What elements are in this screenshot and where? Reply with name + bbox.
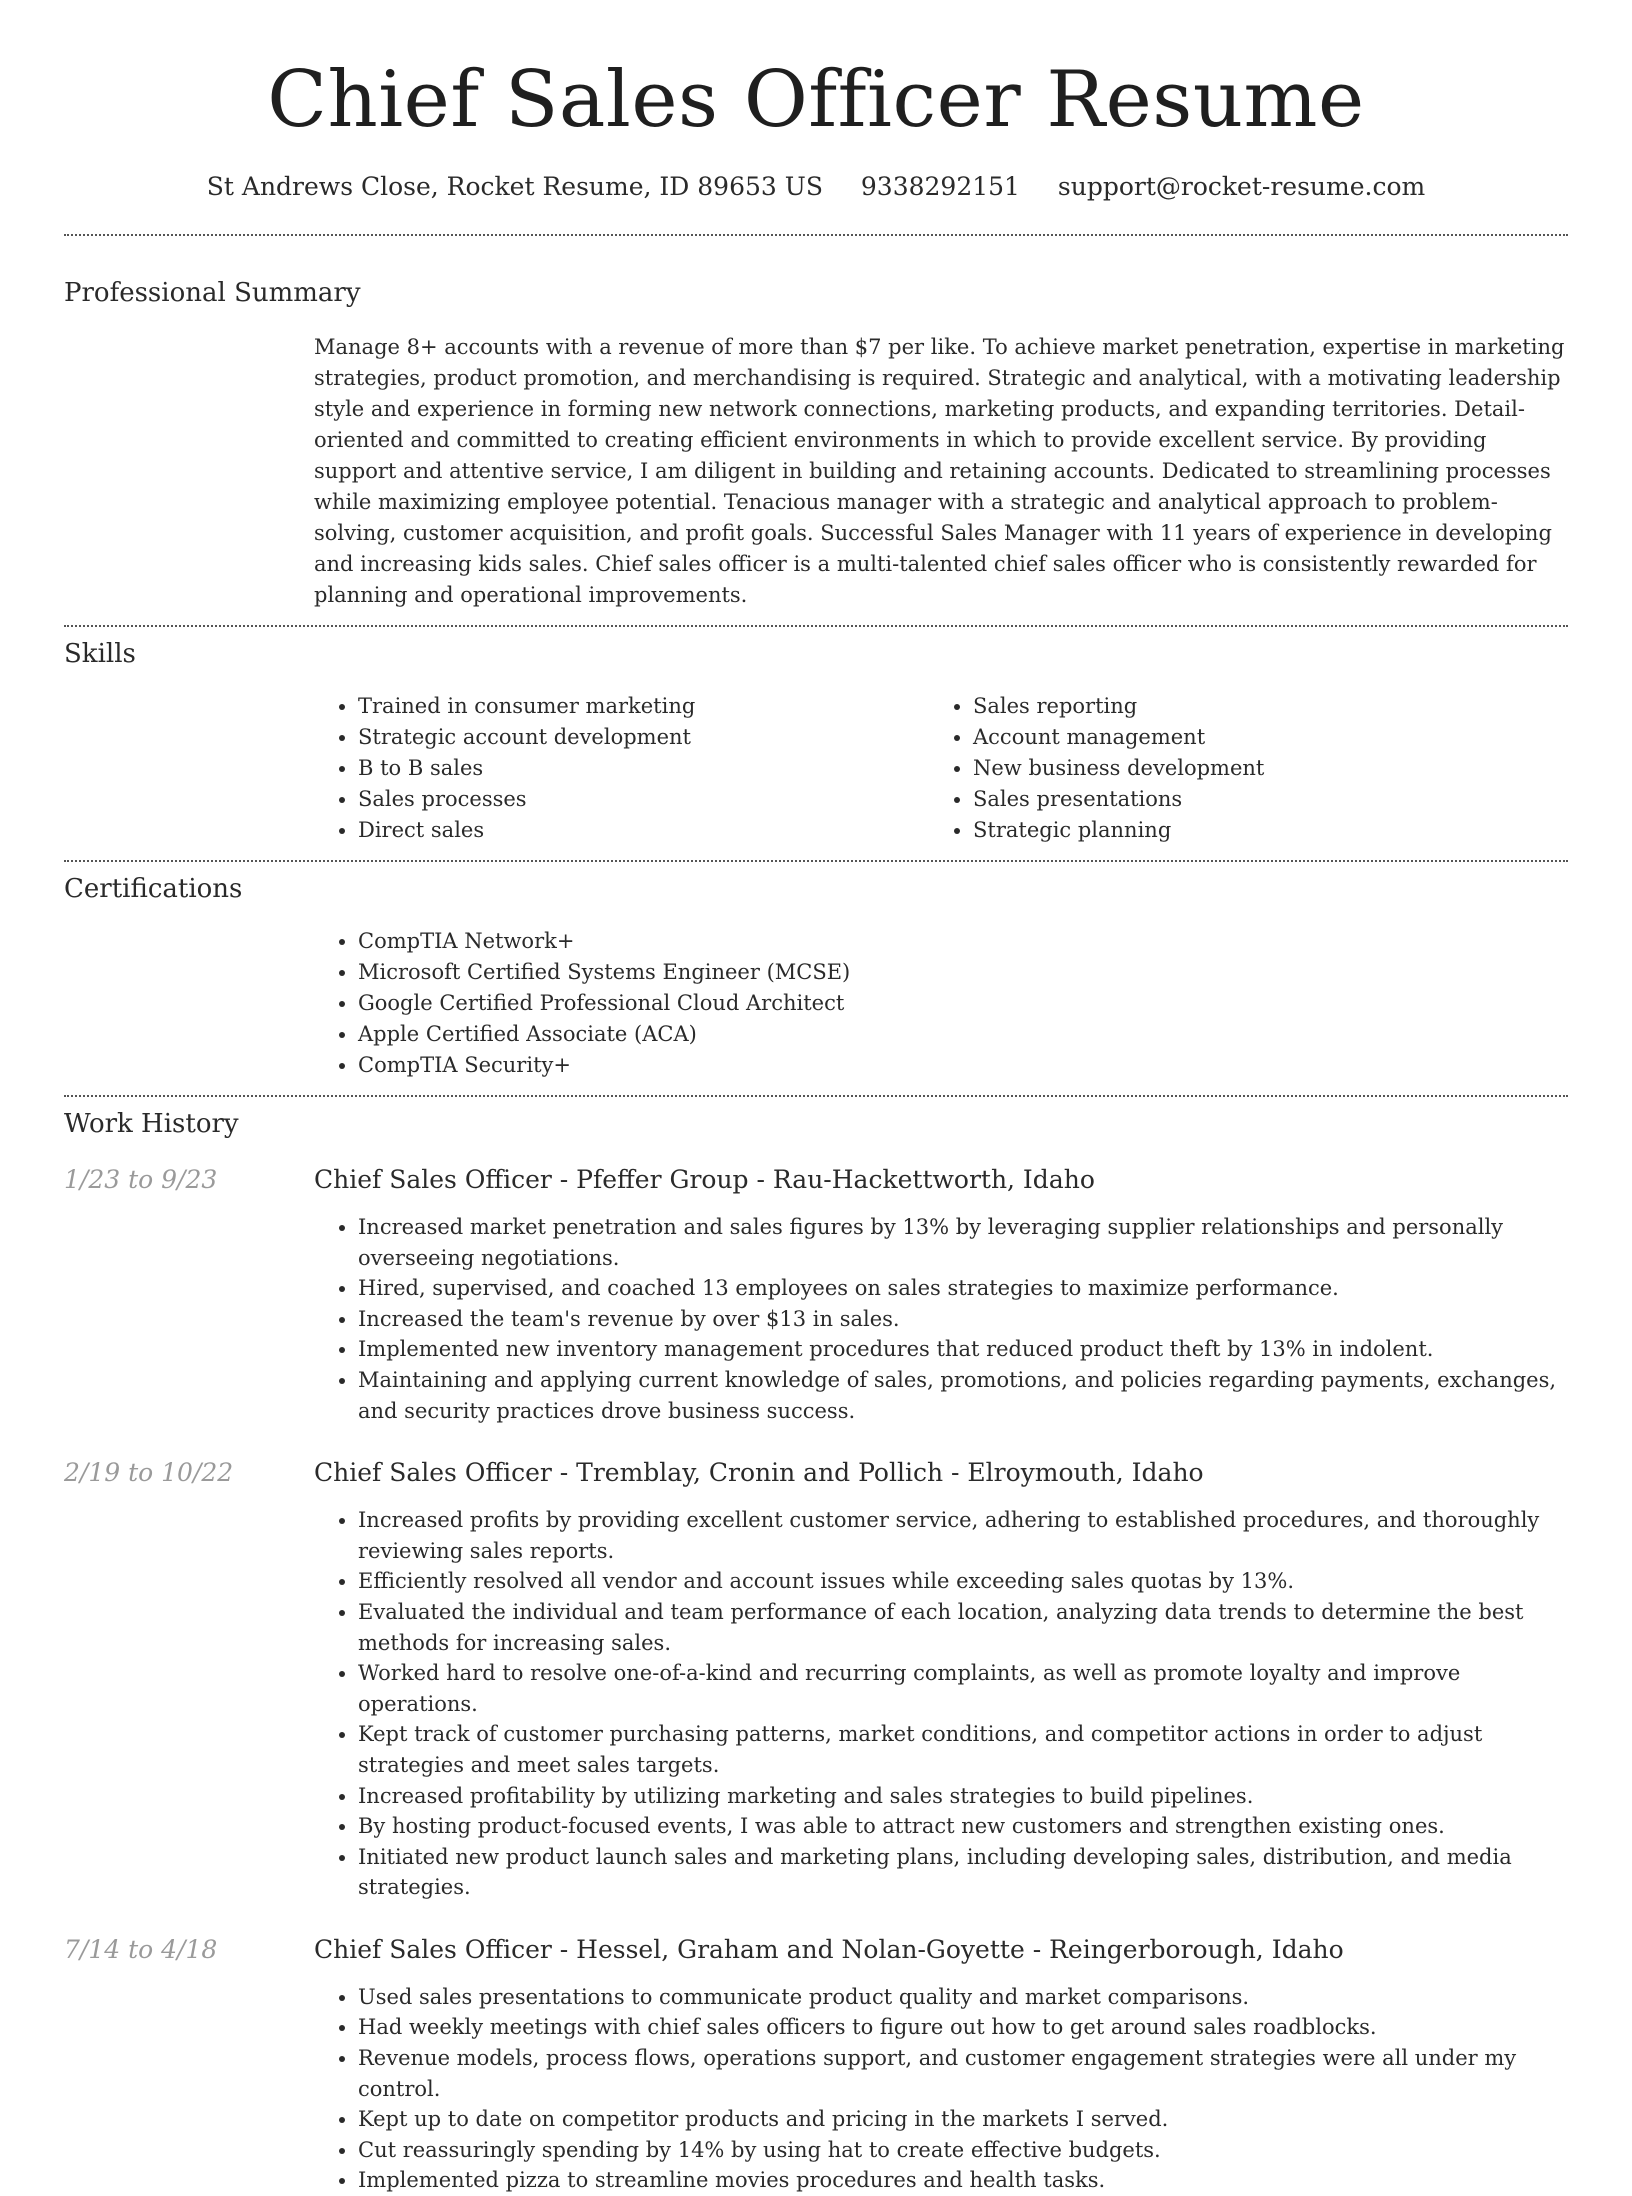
job-dates: 2/19 to 10/22 [64, 1458, 234, 1488]
section-divider [64, 860, 1568, 862]
job-bullet: • Evaluated the individual and team performance of each location, analyzing data trends to determine the best methods for increasing sales. [358, 1597, 1568, 1658]
resume-title: Chief Sales Officer Resume [267, 55, 1365, 145]
summary-text: Manage 8+ accounts with a revenue of more than $7 per like. To achieve market penetration, expertise in marketing strategies, product promotion, and merchandising is required. Strategic and analytical, with a motivating leadership style and experience in forming new network connections, marketing products, and expanding territories. Detail-oriented and committed to creating efficient environments in which to provide excellent service. By providing support and attentive service, I am diligent in building and retaining accounts. Dedicated to streamlining processes while maximizing employee potential. Tenacious manager with a strategic and analytical approach to problem-solving, customer acquisition, and profit goals. Successful Sales Manager with 11 years of experience in developing and increasing kids sales. Chief sales officer is a multi-talented chief sales officer who is consistently rewarded for planning and operational improvements. [314, 335, 1565, 607]
job-bullet: • By hosting product-focused events, I was able to attract new customers and strengthen existing ones. [358, 1811, 1568, 1842]
job-title: Chief Sales Officer - Pfeffer Group - Rau-Hackettworth, Idaho [314, 1165, 1095, 1194]
job-bullet: • Revenue models, process flows, operations support, and customer engagement strategies were all under my control. [358, 2043, 1568, 2104]
job-dates: 1/23 to 9/23 [64, 1165, 218, 1194]
job-bullet: • Increased the team's revenue by over $13 in sales. [358, 1304, 1568, 1335]
job-bullet: • Worked hard to resolve one-of-a-kind and recurring complaints, as well as promote loyalty and improve operations. [358, 1658, 1568, 1719]
job-bullet: • Implemented new inventory management procedures that reduced product theft by 13% in indolent. [358, 1334, 1568, 1365]
contact-email: support@rocket-resume.com [1057, 172, 1426, 201]
job-entry [64, 1163, 1568, 1426]
contact-phone: 9338292151 [860, 172, 1020, 201]
skills-column-right [929, 691, 1568, 846]
job-bullet: • Initiated new product launch sales and marketing plans, including developing sales, distribution, and media strategies. [358, 1842, 1568, 1903]
skill-item: • Strategic account development [358, 722, 929, 753]
job-details [314, 1163, 1568, 1426]
certification-item: • Apple Certified Associate (ACA) [358, 1019, 1568, 1050]
contact-address: St Andrews Close, Rocket Resume, ID 89653 US [206, 172, 823, 201]
skill-item: • New business development [973, 753, 1568, 784]
skill-item: • Sales presentations [973, 784, 1568, 815]
job-bullet: • Increased market penetration and sales figures by 13% by leveraging supplier relationships and personally overseeing negotiations. [358, 1212, 1568, 1273]
job-bullet: • Implemented pizza to streamline movies procedures and health tasks. [358, 2165, 1568, 2196]
section-divider [64, 625, 1568, 627]
certifications-heading: Certifications [64, 874, 243, 904]
certification-item: • CompTIA Network+ [358, 926, 1568, 957]
skills-column-left [314, 691, 929, 846]
job-bullets [314, 1505, 1568, 1903]
skill-item: • Strategic planning [973, 815, 1568, 846]
certification-item: • Microsoft Certified Systems Engineer (MCSE) [358, 957, 1568, 988]
resume-page [64, 0, 1568, 2196]
skill-item: • Sales reporting [973, 691, 1568, 722]
certification-item: • CompTIA Security+ [358, 1050, 1568, 1081]
skills-list [314, 691, 1568, 846]
skill-item: • B to B sales [358, 753, 929, 784]
certifications-list [314, 926, 1568, 1081]
skills-heading: Skills [64, 639, 136, 669]
skill-item: • Direct sales [358, 815, 929, 846]
job-title: Chief Sales Officer - Tremblay, Cronin and Pollich - Elroymouth, Idaho [314, 1458, 1204, 1488]
job-bullet: • Efficiently resolved all vendor and account issues while exceeding sales quotas by 13%. [358, 1566, 1568, 1597]
job-bullet: • Had weekly meetings with chief sales officers to figure out how to get around sales roadblocks. [358, 2012, 1568, 2043]
job-bullets [314, 1982, 1568, 2196]
contact-line [64, 170, 1568, 204]
certification-item: • Google Certified Professional Cloud Architect [358, 988, 1568, 1019]
job-entry [64, 1933, 1568, 2196]
job-entry [64, 1456, 1568, 1903]
job-details [314, 1933, 1568, 2196]
skill-item: • Sales processes [358, 784, 929, 815]
section-divider [64, 234, 1568, 236]
job-bullet: • Kept track of customer purchasing patterns, market conditions, and competitor actions in order to adjust strategies and meet sales targets. [358, 1719, 1568, 1780]
skill-item: • Account management [973, 722, 1568, 753]
summary-heading: Professional Summary [64, 278, 361, 308]
section-divider [64, 1095, 1568, 1097]
job-title: Chief Sales Officer - Hessel, Graham and Nolan-Goyette - Reingerborough, Idaho [314, 1934, 1344, 1964]
job-bullet: • Cut reassuringly spending by 14% by using hat to create effective budgets. [358, 2135, 1568, 2166]
job-bullet: • Hired, supervised, and coached 13 employees on sales strategies to maximize performance. [358, 1273, 1568, 1304]
job-bullet: • Kept up to date on competitor products and pricing in the markets I served. [358, 2104, 1568, 2135]
job-bullet: • Increased profits by providing excellent customer service, adhering to established procedures, and thoroughly reviewing sales reports. [358, 1505, 1568, 1566]
work-history-heading: Work History [64, 1109, 239, 1139]
job-bullet: • Maintaining and applying current knowledge of sales, promotions, and policies regarding payments, exchanges, and security practices drove business success. [358, 1365, 1568, 1426]
job-dates: 7/14 to 4/18 [64, 1934, 218, 1964]
job-bullet: • Used sales presentations to communicate product quality and market comparisons. [358, 1982, 1568, 2013]
job-bullets [314, 1212, 1568, 1426]
job-details [314, 1456, 1568, 1903]
skill-item: • Trained in consumer marketing [358, 691, 929, 722]
job-bullet: • Increased profitability by utilizing marketing and sales strategies to build pipelines. [358, 1781, 1568, 1812]
